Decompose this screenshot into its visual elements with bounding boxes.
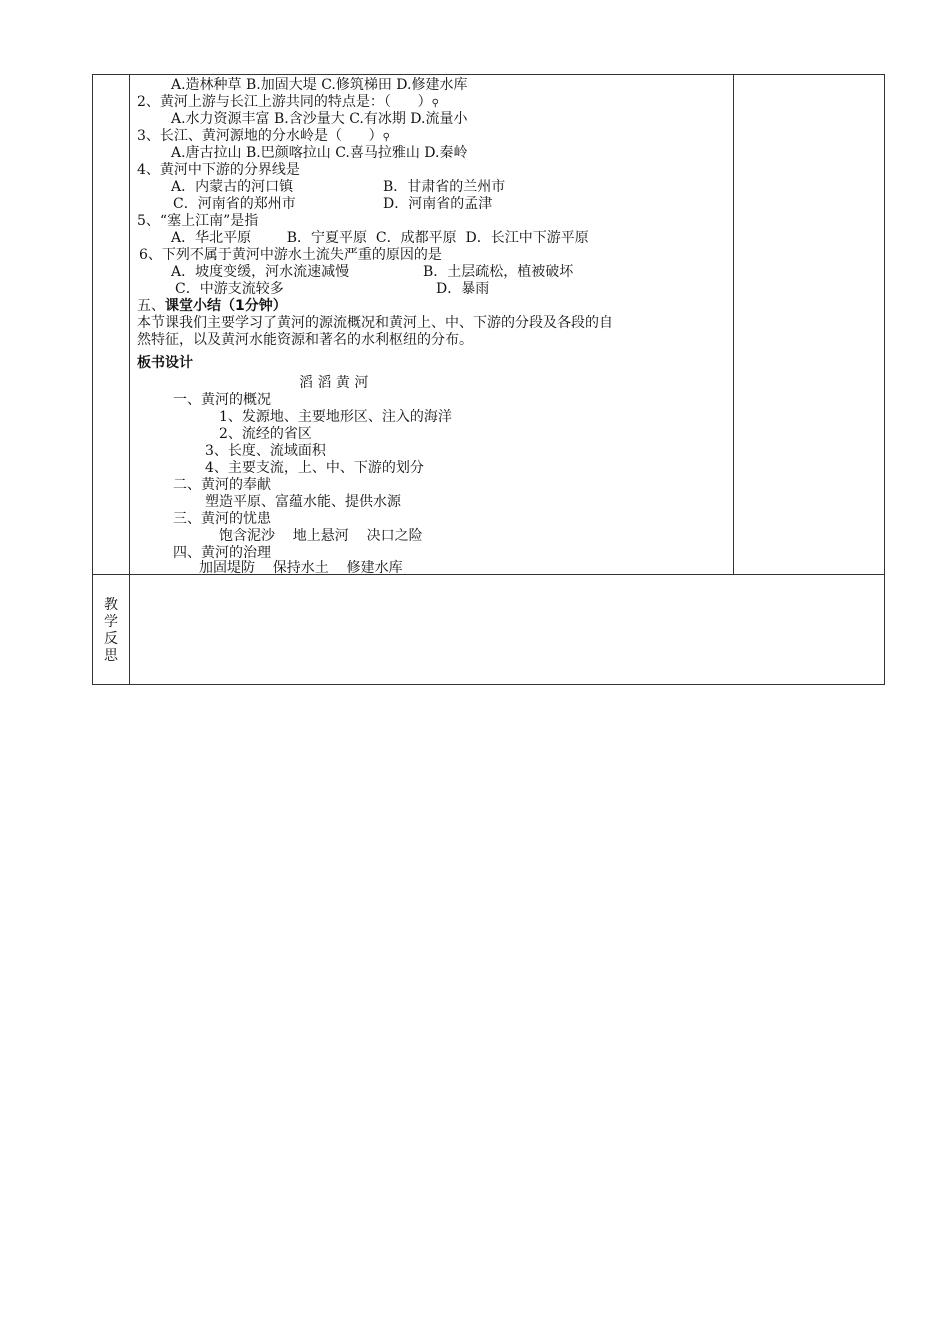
right-column-divider	[733, 75, 734, 575]
q6-option-d: D．暴雨	[436, 281, 490, 297]
lesson-plan-table	[92, 74, 885, 685]
summary-heading: 五、课堂小结（1分钟）	[137, 298, 287, 314]
board-item-1-1: 1、发源地、主要地形区、注入的海洋	[219, 409, 452, 425]
summary-text-line-1: 本节课我们主要学习了黄河的源流概况和黄河上、中、下游的分段及各段的自	[137, 315, 613, 331]
mouse-mark-icon: ⚲	[431, 98, 439, 109]
q4-option-a: A．内蒙古的河口镇	[171, 179, 294, 195]
q6-option-a: A．坡度变缓，河水流速减慢	[171, 264, 350, 280]
board-item-1-2: 2、流经的省区	[219, 426, 312, 442]
board-section-3: 三、黄河的忧患	[173, 511, 271, 527]
board-section-2: 二、黄河的奉献	[173, 477, 271, 493]
left-column-divider	[129, 75, 130, 575]
q3-stem: 3、长江、黄河源地的分水岭是（ ）⚲	[137, 128, 390, 144]
q5-stem: 5、“塞上江南”是指	[137, 213, 259, 229]
reflection-content-cell	[130, 575, 884, 684]
board-section-4: 四、黄河的治理	[173, 545, 271, 561]
board-item-1-3: 3、长度、流域面积	[205, 443, 326, 459]
board-section-1: 一、黄河的概况	[173, 392, 271, 408]
reflection-label: 教 学 反 思	[104, 597, 118, 664]
q4-option-d: D．河南省的孟津	[383, 196, 493, 212]
q2-stem: 2、黄河上游与长江上游共同的特点是：（ ）⚲	[137, 94, 439, 110]
q4-stem: 4、黄河中下游的分界线是	[137, 162, 300, 178]
q6-option-b: B．土层疏松，植被破坏	[423, 264, 574, 280]
q1-options: A.造林种草 B.加固大堤 C.修筑梯田 D.修建水库	[171, 77, 468, 93]
board-section-2-text: 塑造平原、富蕴水能、提供水源	[205, 494, 401, 510]
board-heading: 板书设计	[137, 355, 193, 371]
q2-options: A.水力资源丰富 B.含沙量大 C.有冰期 D.流量小	[171, 111, 468, 127]
q4-option-b: B．甘肃省的兰州市	[383, 179, 506, 195]
q6-stem: 6、下列不属于黄河中游水土流失严重的原因的是	[139, 247, 442, 263]
mouse-mark-icon: ⚲	[382, 132, 390, 143]
board-title: 滔 滔 黄 河	[299, 375, 369, 391]
board-item-1-4: 4、主要支流，上、中、下游的划分	[205, 460, 424, 476]
board-section-4-text: 加固堤防 保持水土 修建水库	[199, 560, 403, 576]
board-section-3-text: 饱含泥沙 地上悬河 决口之险	[219, 528, 423, 544]
summary-text-line-2: 然特征，以及黄河水能资源和著名的水利枢纽的分布。	[137, 332, 473, 348]
q6-option-c: C．中游支流较多	[175, 281, 284, 297]
q4-option-c: C．河南省的郑州市	[173, 196, 296, 212]
q5-options: A．华北平原 B．宁夏平原 C．成都平原 D．长江中下游平原	[171, 230, 589, 246]
q3-options: A.唐古拉山 B.巴颜喀拉山 C.喜马拉雅山 D.秦岭	[171, 145, 468, 161]
